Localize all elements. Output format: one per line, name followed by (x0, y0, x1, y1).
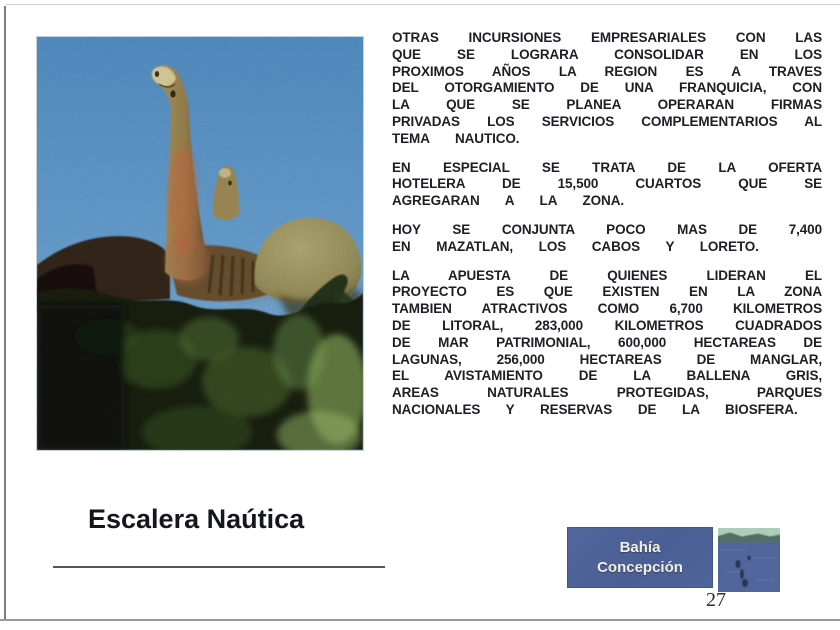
page-border-left (4, 6, 6, 620)
paragraph-cuartos-actuales: HOY SE CONJUNTA POCO MAS DE 7,400 EN MAZATLAN, LOS CABOS Y LORETO. (392, 221, 822, 254)
body-text-column (392, 30, 822, 431)
sea-thumbnail (718, 528, 780, 592)
slide-title: Escalera Naútica (88, 504, 305, 534)
caption-box-bahia-concepcion (567, 527, 713, 588)
page-number: 27 (706, 589, 726, 611)
page-border-bottom (0, 619, 840, 621)
sea-lions-photo (37, 37, 363, 450)
paragraph-oferta-hotelera: EN ESPECIAL SE TRATA DE LA OFERTA HOTELERA DE 15,500 CUARTOS QUE SE AGREGARAN A LA ZONA. (392, 159, 822, 209)
title-underline (53, 566, 385, 568)
paragraph-franquicia: OTRAS INCURSIONES EMPRESARIALES CON LAS QUE SE LOGRARA CONSOLIDAR EN LOS PROXIMOS AÑOS LA REGION ES A TRAVES DEL OTORGAMIENTO DE UNA FRANQUICIA, CON LA QUE SE PLANEA OPERARAN FIRMAS PRIVADAS LOS SERVICIOS COMPLEMENTARIOS AL TEMA NAUTICO. (392, 30, 822, 146)
caption-line-2: Concepción (597, 558, 683, 576)
page-border-top (6, 4, 840, 5)
caption-line-1: Bahía (619, 538, 661, 556)
paragraph-atractivos: LA APUESTA DE QUIENES LIDERAN EL PROYECTO ES QUE EXISTEN EN LA ZONA TAMBIEN ATRACTIVOS COMO 6,700 KILOMETROS DE LITORAL, 283,000 KILOMETROS CUADRADOS DE MAR PATRIMONIAL, 600,000 HECTAREAS DE LAGUNAS, 256,000 HECTAREAS DE MANGLAR, EL AVISTAMIENTO DE LA BALLENA GRIS, AREAS NATURALES PROTEGIDAS, PARQUES NACIONALES Y RESERVAS DE LA BIOSFERA. (392, 267, 822, 417)
